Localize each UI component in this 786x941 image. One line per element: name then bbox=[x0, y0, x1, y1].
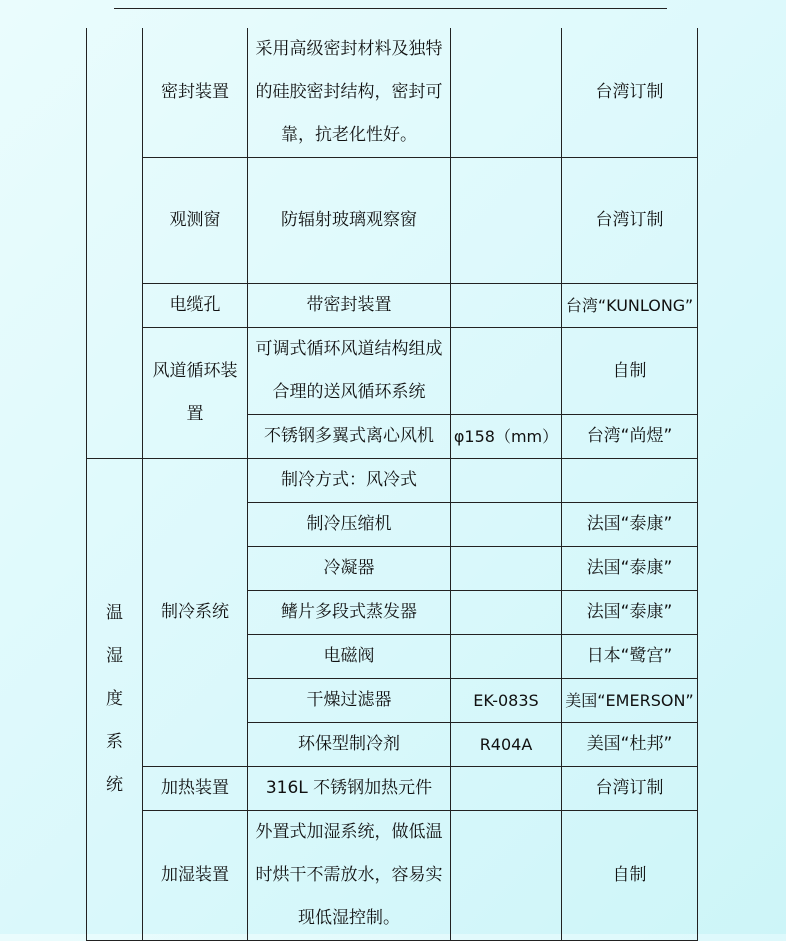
table-row bbox=[87, 459, 698, 503]
item-origin: 日本“鹭宫” bbox=[562, 635, 698, 679]
item-origin: 台湾订制 bbox=[562, 28, 698, 158]
group-char: 度 bbox=[106, 689, 123, 709]
item-name: 密封装置 bbox=[143, 28, 248, 158]
table-row bbox=[87, 767, 698, 811]
item-spec bbox=[451, 28, 562, 158]
item-desc: 制冷压缩机 bbox=[248, 503, 451, 547]
item-desc: 干燥过滤器 bbox=[248, 679, 451, 723]
item-origin: 台湾订制 bbox=[562, 158, 698, 284]
table-row bbox=[87, 28, 698, 158]
item-desc: 冷凝器 bbox=[248, 547, 451, 591]
item-spec bbox=[451, 591, 562, 635]
item-origin: 美国“EMERSON” bbox=[562, 679, 698, 723]
item-origin: 自制 bbox=[562, 811, 698, 941]
item-desc: 环保型制冷剂 bbox=[248, 723, 451, 767]
table-row bbox=[87, 811, 698, 941]
item-spec bbox=[451, 158, 562, 284]
item-desc: 电磁阀 bbox=[248, 635, 451, 679]
item-spec bbox=[451, 635, 562, 679]
group-char: 系 bbox=[106, 732, 123, 752]
group-char: 湿 bbox=[106, 646, 123, 666]
item-desc: 防辐射玻璃观察窗 bbox=[248, 158, 451, 284]
top-rule bbox=[114, 8, 667, 9]
item-spec bbox=[451, 284, 562, 328]
item-name: 加湿装置 bbox=[143, 811, 248, 941]
item-desc: 外置式加湿系统，做低温时烘干不需放水，容易实现低湿控制。 bbox=[248, 811, 451, 941]
item-desc: 采用高级密封材料及独特的硅胶密封结构，密封可靠，抗老化性好。 bbox=[248, 28, 451, 158]
item-spec bbox=[451, 459, 562, 503]
item-spec: EK-083S bbox=[451, 679, 562, 723]
item-name: 电缆孔 bbox=[143, 284, 248, 328]
item-desc: 鳍片多段式蒸发器 bbox=[248, 591, 451, 635]
item-desc: 316L 不锈钢加热元件 bbox=[248, 767, 451, 811]
item-spec: φ158（mm） bbox=[451, 415, 562, 459]
item-origin: 法国“泰康” bbox=[562, 503, 698, 547]
item-spec bbox=[451, 547, 562, 591]
item-desc: 带密封装置 bbox=[248, 284, 451, 328]
item-origin: 法国“泰康” bbox=[562, 591, 698, 635]
table-row bbox=[87, 158, 698, 284]
item-spec bbox=[451, 767, 562, 811]
item-origin: 美国“杜邦” bbox=[562, 723, 698, 767]
item-origin: 台湾订制 bbox=[562, 767, 698, 811]
table-row bbox=[87, 284, 698, 328]
group-char: 温 bbox=[106, 603, 123, 623]
item-spec bbox=[451, 503, 562, 547]
item-spec bbox=[451, 811, 562, 941]
item-spec bbox=[451, 328, 562, 415]
item-desc: 可调式循环风道结构组成合理的送风循环系统 bbox=[248, 328, 451, 415]
item-origin: 台湾“KUNLONG” bbox=[562, 284, 698, 328]
group-cell-blank bbox=[87, 28, 143, 459]
table-row bbox=[87, 328, 698, 415]
item-desc: 不锈钢多翼式离心风机 bbox=[248, 415, 451, 459]
item-origin bbox=[562, 459, 698, 503]
group-char: 统 bbox=[106, 775, 123, 795]
item-name: 制冷系统 bbox=[143, 459, 248, 767]
spec-table bbox=[86, 28, 698, 941]
item-origin: 台湾“尚煜” bbox=[562, 415, 698, 459]
item-desc: 制冷方式：风冷式 bbox=[248, 459, 451, 503]
item-origin: 法国“泰康” bbox=[562, 547, 698, 591]
group-cell bbox=[87, 459, 143, 941]
item-name: 观测窗 bbox=[143, 158, 248, 284]
item-spec: R404A bbox=[451, 723, 562, 767]
item-name: 加热装置 bbox=[143, 767, 248, 811]
item-origin: 自制 bbox=[562, 328, 698, 415]
item-name: 风道循环装置 bbox=[143, 328, 248, 459]
